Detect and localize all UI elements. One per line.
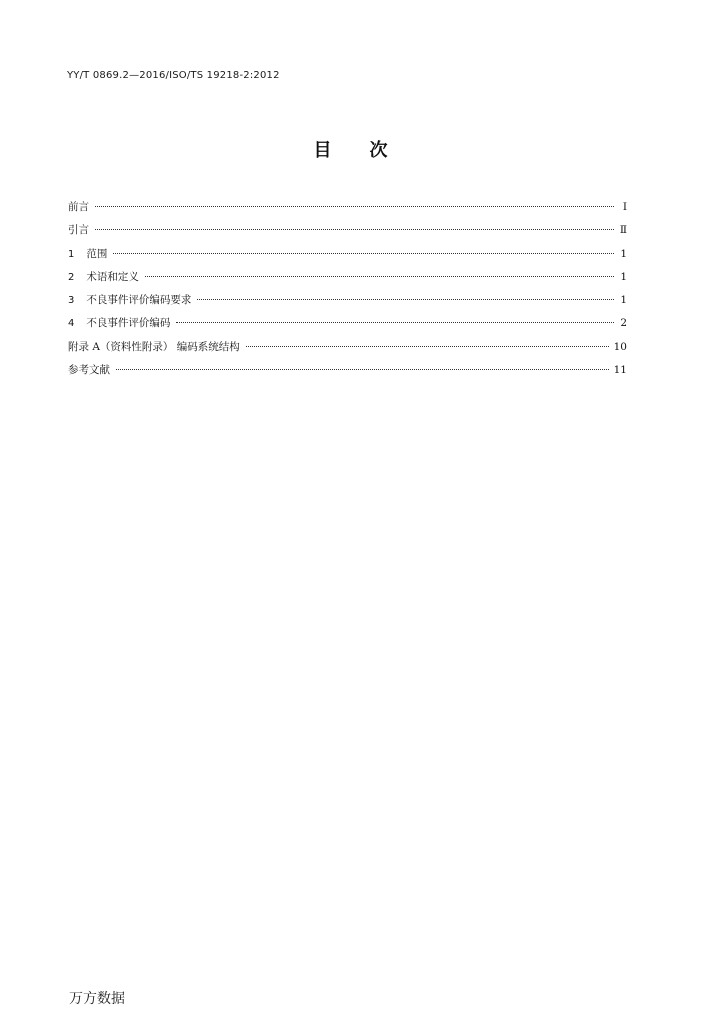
toc-entry-label: 参考文献 [68,364,110,377]
toc-page-number: Ⅰ [622,201,627,213]
toc-leader-dots [113,253,614,254]
toc-entry-scope[interactable] [68,246,627,269]
toc-entry-label: 前言 [68,201,89,213]
toc-entry-requirements[interactable] [68,292,627,315]
toc-page-number: Ⅱ [619,224,627,237]
toc-section-number: 4 [68,318,75,330]
toc-leader-dots [246,346,609,347]
toc-entry-label: 术语和定义 [86,270,139,283]
toc-page-number: 11 [613,364,627,377]
toc-leader-dots [145,276,614,277]
toc-entry-introduction[interactable] [68,222,627,245]
source-watermark: 万方数据 [69,991,125,1007]
toc-page-number: 1 [620,294,627,307]
toc-leader-dots [95,206,614,207]
toc-leader-dots [116,369,609,370]
toc-page-number: 2 [620,317,627,330]
toc-section-number: 2 [68,271,75,283]
toc-entry-terms[interactable] [68,269,627,292]
toc-page-number: 1 [620,270,627,283]
toc-leader-dots [95,229,614,230]
toc-entry-label: 引言 [68,224,89,237]
toc-entry-evaluation-codes[interactable] [68,315,627,338]
page-title: 目次 [313,140,426,161]
standard-number: YY/T 0869.2—2016/ISO/TS 19218-2:2012 [67,70,280,81]
toc-leader-dots [176,322,614,323]
toc-entry-label: 不良事件评价编码 [86,317,171,330]
toc-section-number: 3 [68,295,75,307]
toc-page-number: 10 [613,340,627,353]
table-of-contents [68,199,627,385]
toc-entry-label: 范围 [86,247,108,260]
toc-section-number: 1 [68,248,75,260]
toc-leader-dots [197,299,614,300]
toc-entry-bibliography[interactable] [68,362,627,385]
toc-entry-annex-a[interactable] [68,339,627,362]
toc-page-number: 1 [620,247,627,260]
toc-entry-label: 不良事件评价编码要求 [86,294,192,307]
toc-entry-label: 附录 A（资料性附录） 编码系统结构 [68,340,240,353]
toc-entry-foreword[interactable] [68,199,627,222]
